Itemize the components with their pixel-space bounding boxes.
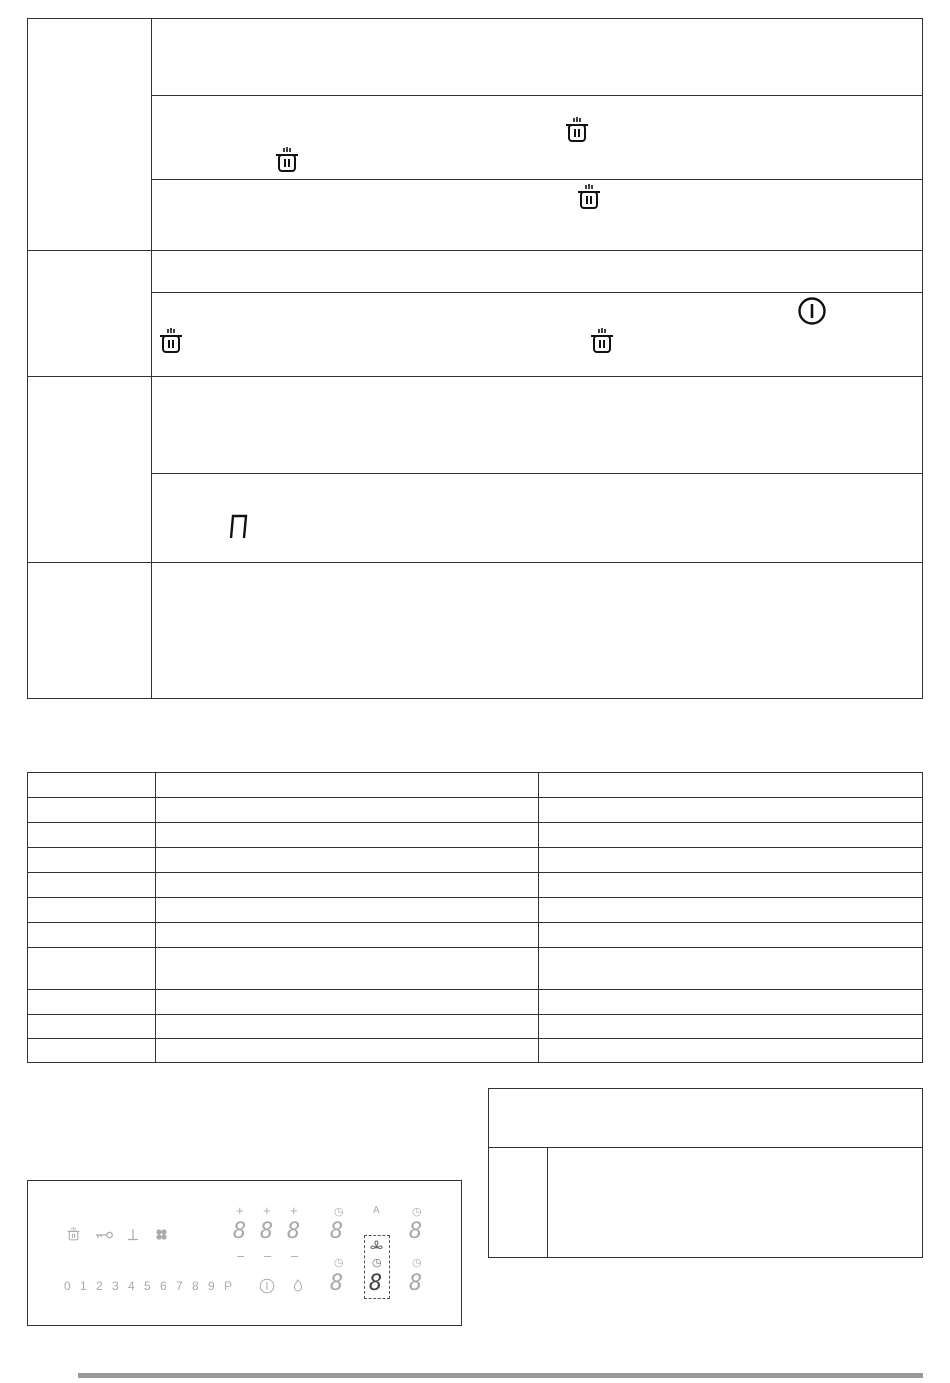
side-table-divider (488, 1147, 923, 1148)
key-lock-icon[interactable] (95, 1230, 113, 1240)
digit-display: 8 (287, 1219, 301, 1244)
table-row (27, 1014, 923, 1015)
pot-icon (157, 327, 185, 355)
row-divider (151, 179, 923, 180)
top-table (27, 18, 923, 699)
fan-icon[interactable] (369, 1240, 384, 1254)
pot-icon (588, 327, 616, 355)
power-level-boost[interactable]: P (224, 1279, 233, 1293)
timer-icon[interactable]: ◷ (334, 1257, 344, 1269)
specs-col-divider (538, 772, 539, 1063)
power-level-9[interactable]: 9 (208, 1279, 215, 1293)
keep-warm-icon[interactable] (292, 1279, 304, 1293)
table-row (27, 797, 923, 798)
power-level-0[interactable]: 0 (64, 1279, 71, 1293)
pot-icon (563, 116, 591, 144)
table-row (27, 847, 923, 848)
footer-bar (78, 1373, 923, 1378)
minus-button[interactable]: – (237, 1248, 245, 1263)
power-level-6[interactable]: 6 (160, 1279, 167, 1293)
minus-button[interactable]: – (291, 1248, 299, 1263)
power-level-5[interactable]: 5 (144, 1279, 151, 1293)
digit-display: 8 (233, 1219, 247, 1244)
digit-display: 8 (409, 1219, 423, 1244)
minus-button[interactable]: – (264, 1248, 272, 1263)
control-panel (27, 1180, 462, 1326)
table-row (27, 989, 923, 990)
table-row (27, 1038, 923, 1039)
digit-display: 8 (330, 1219, 344, 1244)
row-divider (27, 376, 923, 377)
power-button-icon[interactable] (259, 1278, 275, 1294)
table-row (27, 922, 923, 923)
power-icon (797, 296, 827, 326)
row-divider (151, 292, 923, 293)
pot-icon (273, 146, 301, 174)
table-row (27, 822, 923, 823)
row-divider (151, 95, 923, 96)
row-divider (151, 473, 923, 474)
power-level-2[interactable]: 2 (96, 1279, 103, 1293)
top-table-column-divider (151, 18, 152, 699)
bridge-zone-icon[interactable] (155, 1228, 168, 1241)
plus-button[interactable]: + (236, 1203, 244, 1218)
auto-label[interactable]: A (373, 1205, 380, 1216)
pot-icon (575, 183, 603, 211)
digit-display: 8 (330, 1271, 344, 1296)
timer-icon[interactable]: ◷ (334, 1206, 344, 1218)
power-level-4[interactable]: 4 (128, 1279, 135, 1293)
plus-button[interactable]: + (290, 1203, 298, 1218)
side-table-col-divider (547, 1147, 548, 1258)
pot-icon[interactable] (66, 1226, 81, 1242)
row-divider (27, 562, 923, 563)
power-level-3[interactable]: 3 (112, 1279, 119, 1293)
power-level-8[interactable]: 8 (192, 1279, 199, 1293)
specs-table (27, 772, 923, 1063)
specs-col-divider (155, 772, 156, 1063)
digit-display: 8 (409, 1271, 423, 1296)
power-level-7[interactable]: 7 (176, 1279, 183, 1293)
side-table (488, 1088, 923, 1258)
table-row (27, 872, 923, 873)
timer-icon[interactable]: ◷ (412, 1257, 422, 1269)
plus-button[interactable]: + (263, 1203, 271, 1218)
digit-display: 8 (260, 1219, 274, 1244)
pause-down-icon[interactable] (127, 1228, 139, 1241)
table-row (27, 897, 923, 898)
power-level-1[interactable]: 1 (80, 1279, 87, 1293)
display-n-symbol (224, 512, 250, 540)
hood-timer-icon[interactable]: ◷ (372, 1257, 382, 1269)
hood-digit-display: 8 (369, 1271, 383, 1296)
table-row (27, 947, 923, 948)
row-divider (27, 250, 923, 251)
timer-icon[interactable]: ◷ (412, 1206, 422, 1218)
